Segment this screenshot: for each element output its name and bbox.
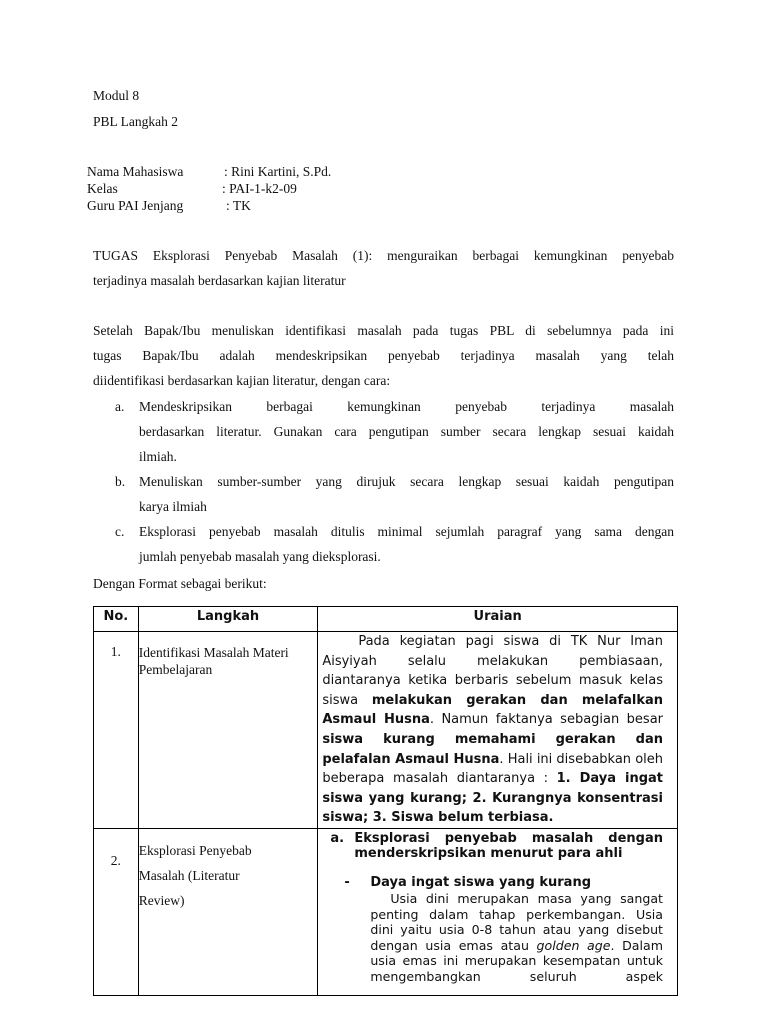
row-number: 2. (94, 828, 139, 995)
row-description (318, 632, 677, 828)
bullet-marker: - (344, 874, 350, 890)
body-line: dini yaitu usia 0-8 tahun atau yang disebut (370, 922, 663, 938)
desc-bold: melakukan gerakan dan melafalkan Asmaul Husna (322, 692, 664, 728)
row-step-line: Eksplorasi Penyebab (138, 842, 252, 858)
list-item-line: Menuliskan sumber-sumber yang dirujuk secara lengkap sesuai kaidah pengutipan (139, 474, 674, 489)
header-no: No. (94, 607, 139, 632)
row-description (318, 831, 677, 985)
list-item (93, 469, 674, 519)
desc-text: . Namun faktanya sebagian besar (429, 712, 663, 728)
table-row (94, 828, 678, 995)
identity-label-class: Kelas (87, 181, 118, 196)
row-step-line: Masalah (Literatur (138, 867, 240, 883)
desc-text: . Hali ini disebabkan oleh beberapa masalah diantaranya : (322, 751, 663, 787)
list-item (93, 394, 674, 469)
task-line-2: terjadinya masalah berdasarkan kajian literatur (93, 273, 346, 288)
sub-heading-line: menderskripsikan menurut para ahli (354, 845, 623, 861)
identity-label-level: Guru PAI Jenjang (87, 198, 184, 213)
row-description-cell (318, 828, 678, 995)
body-line: usia emas ini merupakan kesempatan untuk (370, 953, 663, 969)
identity-label-name: Nama Mahasiswa (87, 164, 184, 179)
header-description: Uraian (318, 607, 678, 632)
header-step: Langkah (138, 607, 318, 632)
problem-table (93, 606, 678, 996)
list-item-line: ilmiah. (139, 449, 177, 464)
list-marker: c. (115, 524, 125, 539)
desc-bold: 1. Daya ingat siswa yang kurang; 2. Kurangnya konsentrasi siswa; 3. Siswa belum terbiasa. (322, 771, 664, 826)
body-italic: golden age (536, 937, 611, 953)
sub-heading (324, 831, 663, 861)
desc-bold: siswa kurang memahami gerakan dan pelafalan Asmaul Husna (322, 731, 663, 767)
list-item-line: berdasarkan literatur. Gunakan cara pengutipan sumber secara lengkap sesuai kaidah (139, 424, 674, 439)
body-text: . Dalam (610, 937, 664, 953)
task-paragraph (93, 243, 674, 293)
bullet-title: Daya ingat siswa yang kurang (370, 874, 592, 890)
intro-line-3: diidentifikasi berdasarkan kajian literatur, dengan cara: (93, 373, 391, 388)
row-step-line: Review) (138, 892, 185, 908)
sub-marker: a. (330, 830, 345, 846)
intro-line-2: tugas Bapak/Ibu adalah mendeskripsikan penyebab terjadinya masalah yang telah (93, 348, 674, 363)
identity-value-class: : PAI-1-k2-09 (222, 181, 297, 196)
pbl-step-title: PBL Langkah 2 (93, 114, 178, 129)
list-marker: b. (115, 474, 126, 489)
body-line: Usia dini merupakan masa yang sangat (390, 890, 663, 906)
sub-heading-line: Eksplorasi penyebab masalah dengan (354, 830, 663, 846)
module-title: Modul 8 (93, 88, 140, 103)
table-row (94, 632, 678, 829)
row-number: 1. (94, 632, 139, 829)
body-line: mengembangkan seluruh aspek (370, 968, 663, 984)
intro-paragraph (93, 318, 674, 393)
identity-value-name: : Rini Kartini, S.Pd. (224, 164, 332, 179)
table-header-row (94, 607, 678, 632)
identity-value-level: : TK (226, 198, 251, 213)
row-step: Identifikasi Masalah Materi Pembelajaran (138, 632, 318, 829)
format-line: Dengan Format sebagai berikut: (93, 576, 267, 591)
bullet-heading (324, 875, 663, 891)
desc-text: Pada kegiatan pagi siswa di TK Nur Iman Aisyiyah selalu melakukan pembiasaan, diantaranya ketika berbaris sebelum masuk kelas siswa (322, 634, 663, 708)
row-step (138, 828, 318, 995)
intro-line-1: Setelah Bapak/Ibu menuliskan identifikasi masalah pada tugas PBL di sebelumnya pada ini (93, 323, 674, 338)
list-item-line: Eksplorasi penyebab masalah ditulis minimal sejumlah paragraf yang sama dengan (139, 524, 674, 539)
task-line-1: TUGAS Eksplorasi Penyebab Masalah (1): menguraikan berbagai kemungkinan penyebab (93, 248, 674, 263)
list-item-line: karya ilmiah (139, 499, 207, 514)
bullet-body (324, 891, 663, 985)
row-description-cell (318, 632, 678, 829)
list-item-line: Mendeskripsikan berbagai kemungkinan penyebab terjadinya masalah (139, 399, 674, 414)
body-line (370, 938, 663, 954)
instruction-list (93, 394, 674, 569)
body-line: penting dalam tahap perkembangan. Usia (370, 906, 663, 922)
list-item (93, 519, 674, 569)
body-text: dengan usia emas atau (370, 937, 537, 953)
list-item-line: jumlah penyebab masalah yang dieksplorasi. (139, 549, 381, 564)
list-marker: a. (115, 399, 125, 414)
